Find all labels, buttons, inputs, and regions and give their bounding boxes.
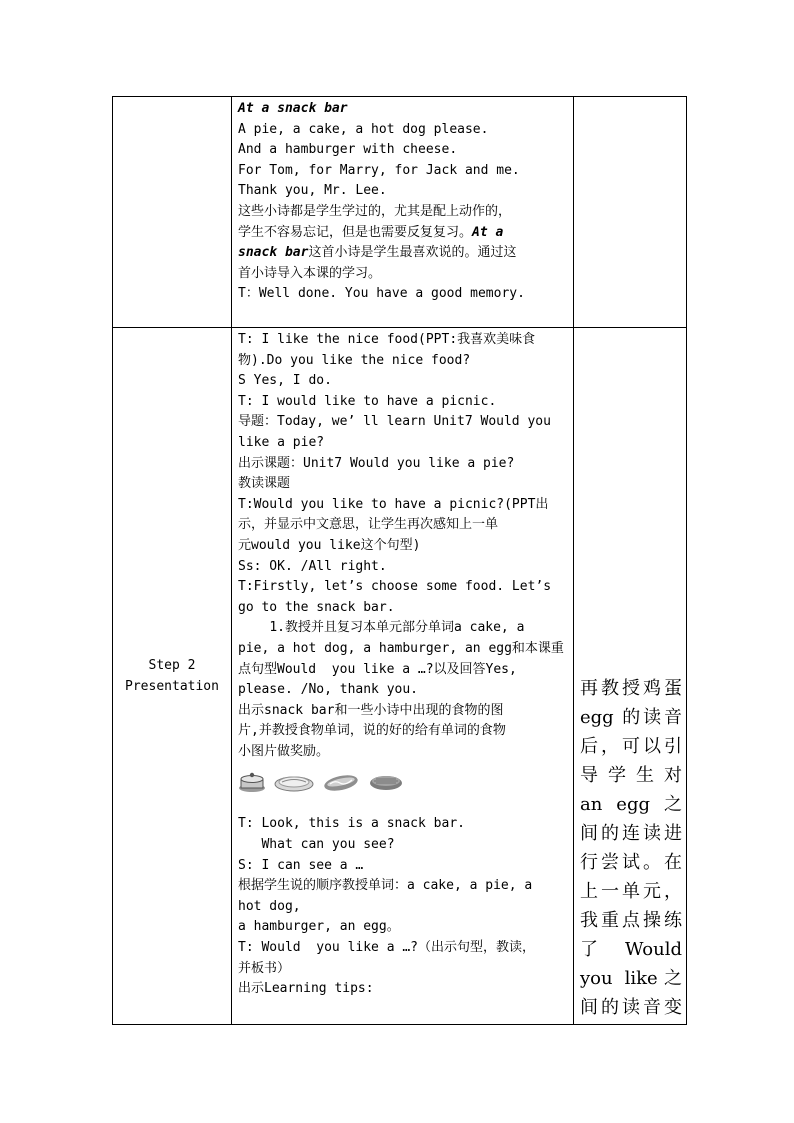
lesson-plan-table <box>112 96 687 1025</box>
step2-line: T: Would you like a …?（出示句型，教读， <box>238 940 536 956</box>
hot-dog-icon <box>322 771 360 793</box>
step2-line: S: I can see a … <box>238 857 364 873</box>
step1-text: At a snack bar <box>238 101 348 116</box>
step1-line <box>238 284 569 305</box>
note-line: 间的读音变 <box>580 997 682 1018</box>
step2-line: 元would you like这个句型) <box>238 537 421 553</box>
step1-row <box>113 97 687 328</box>
note-line: 上一单元， <box>580 881 682 902</box>
step2-line: 教读课题 <box>238 476 291 492</box>
step2-line: a hamburger, an egg。 <box>238 919 400 935</box>
step2-line: go to the snack bar. <box>238 599 395 615</box>
step1-line <box>238 99 569 120</box>
note-line: 导 学 生 对 <box>580 765 682 786</box>
step2-line: 示，并显示中文意思，让学生再次感知上一单 <box>238 517 499 533</box>
hamburger-icon <box>368 771 404 793</box>
step1-line <box>238 181 569 202</box>
step2-line: 出示Learning tips: <box>238 981 374 997</box>
step2-line: T:Firstly, let’s choose some food. Let’s <box>238 579 552 595</box>
step2-note-cell <box>574 328 687 1025</box>
step2-line: 导题：Today, we’ ll learn Unit7 Would you <box>238 414 551 430</box>
step2-line: S Yes, I do. <box>238 373 332 389</box>
step2-line: 根据学生说的顺序教授单词：a cake, a pie, a <box>238 878 533 894</box>
step2-line: 小图片做奖励。 <box>238 743 330 759</box>
note-line: 我重点操练 <box>580 910 682 931</box>
step2-line: 点句型Would you like a …?以及回答Yes, <box>238 661 517 677</box>
step2-line: Ss: OK. /All right. <box>238 558 387 574</box>
step2-line: T:Would you like to have a picnic?(PPT出 <box>238 496 549 512</box>
step1-note-cell <box>574 97 687 328</box>
step1-label-cell <box>113 97 232 328</box>
step1-text: Thank you, Mr. Lee. <box>238 183 387 199</box>
note-line: 再教授鸡蛋 <box>580 678 682 699</box>
step2-label-phase: Presentation <box>125 679 219 694</box>
step1-text: And a hamburger with cheese. <box>238 142 458 158</box>
teacher-note <box>580 674 682 1022</box>
step1-line <box>238 161 569 182</box>
step2-line: 片,并教授食物单词，说的好的给有单词的食物 <box>238 723 506 739</box>
step1-line <box>238 140 569 161</box>
step2-line: T: I like the nice food(PPT:我喜欢美味食 <box>238 332 536 347</box>
step2-line: 出示snack bar和一些小诗中出现的食物的图 <box>238 702 504 718</box>
note-line: an egg 之 <box>580 794 682 815</box>
step2-row <box>113 328 687 1025</box>
step2-line: like a pie? <box>238 434 325 450</box>
step1-content <box>232 97 574 328</box>
step2-line: What can you see? <box>238 837 395 853</box>
pie-icon <box>274 771 314 793</box>
step1-line <box>238 120 569 141</box>
step2-line: 1.教授并且复习本单元部分单词a cake, a <box>238 620 525 636</box>
step2-line: hot dog, <box>238 898 301 914</box>
step1-text: At a <box>472 224 504 240</box>
note-line: egg 的读音 <box>580 707 682 728</box>
step2-line: pie, a hot dog, a hamburger, an egg和本课重 <box>238 640 564 656</box>
step2-lines-after <box>238 814 569 999</box>
step1-text: 学生不容易忘记，但是也需要反复复习。 <box>238 224 473 240</box>
step1-line <box>238 264 569 285</box>
step2-lines-before <box>238 330 569 762</box>
step2-line: 物).Do you like the nice food? <box>238 352 471 368</box>
food-pictures <box>238 764 569 800</box>
step1-text: For Tom, for Marry, for Jack and me. <box>238 162 520 178</box>
step1-line <box>238 243 569 264</box>
step2-label-cell <box>113 328 232 1025</box>
cake-icon <box>238 771 266 793</box>
step1-text: A pie, a cake, a hot dog please. <box>238 121 489 137</box>
step2-label-step: Step 2 <box>148 658 196 673</box>
note-line: 了 Would <box>580 939 682 960</box>
step1-text: T：Well done. You have a good memory. <box>238 286 525 302</box>
step1-line <box>238 223 569 244</box>
step1-text: 这首小诗是学生最喜欢说的。通过这 <box>308 245 517 261</box>
note-line: 行尝试。在 <box>580 852 682 873</box>
step1-text: 这些小诗都是学生学过的，尤其是配上动作的， <box>238 203 512 219</box>
note-line: you like之 <box>580 968 682 989</box>
step2-line: T: I would like to have a picnic. <box>238 393 497 409</box>
step1-text: 首小诗导入本课的学习。 <box>238 265 382 281</box>
step1-text: snack bar <box>238 245 309 261</box>
step1-line <box>238 202 569 223</box>
step2-line: 并板书） <box>238 960 291 976</box>
note-line: 间的连读进 <box>580 823 682 844</box>
step2-line: T: Look, this is a snack bar. <box>238 816 465 832</box>
step2-line: 出示课题：Unit7 Would you like a pie? <box>238 455 515 471</box>
step2-line: please. /No, thank you. <box>238 682 419 698</box>
step2-content <box>232 328 574 1025</box>
note-line: 后，可以引 <box>580 736 682 757</box>
